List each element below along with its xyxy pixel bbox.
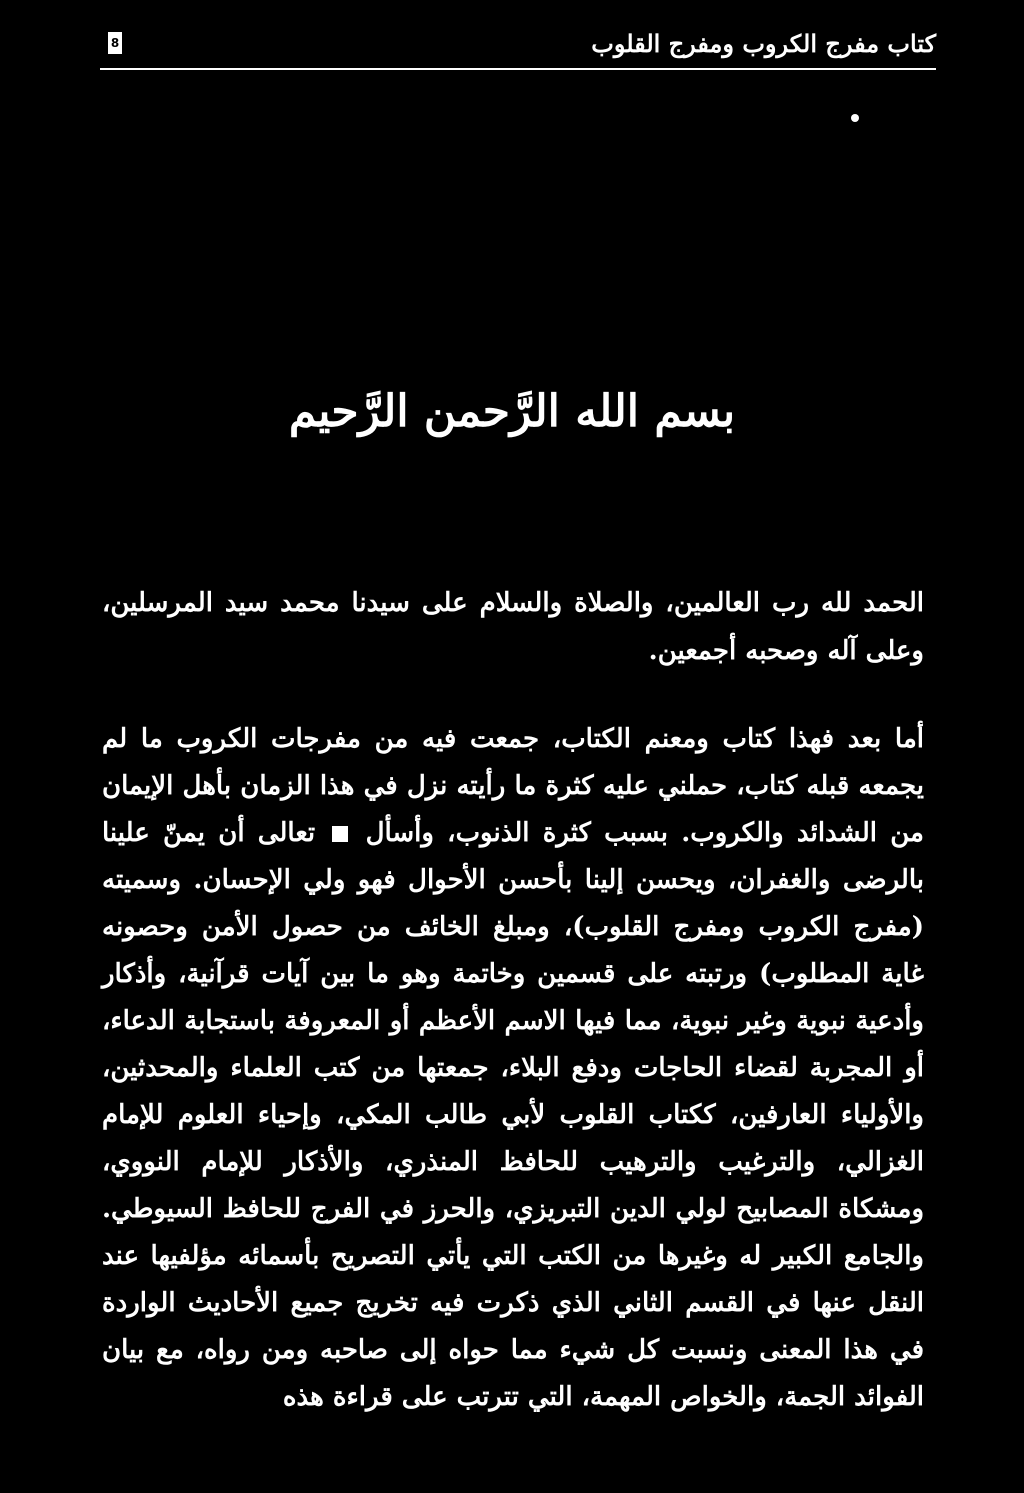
running-title: كتاب مفرج الكروب ومفرج القلوب — [591, 29, 936, 58]
opening-paragraph: الحمد لله رب العالمين، والصلاة والسلام على سيدنا محمد سيد المرسلين، وعلى آله وصحبه أجمعين. — [102, 588, 924, 666]
body-text-part-2: تعالى أن يمنّ علينا بالرضى والغفران، ويحسن إلينا بأحسن الأحوال فهو ولي الإحسان. وسميته (مفرج الكروب ومفرج القلوب)، ومبلغ الخائف من حصول الأمن وحصونه غاية المطلوب) ورتبته على قسمين وخاتمة وهو ما بين آيات قرآنية، وأذكار وأدعية نبوية وغير نبوية، مما فيها الاسم الأعظم أو المعروفة باستجابة الدعاء، أو المجربة لقضاء الحاجات ودفع البلاء، جمعتها من كتب العلماء والمحدثين، والأولياء العارفين، ككتاب القلوب لأبي طالب المكي، وإحياء العلوم للإمام الغزالي، والترغيب والترهيب للحافظ المنذري، والأذكار للإمام النووي، ومشكاة المصابيح لولي الدين التبريزي، والحرز في الفرج للحافظ السيوطي. والجامع الكبير له وغيرها من الكتب التي يأتي التصريح بأسمائه مؤلفيها عند النقل عنها في القسم الثاني الذي ذكرت فيه تخريج جميع الأحاديث الواردة في هذا المعنى ونسبت كل شيء مما حواه إلى صاحبه ومن رواه، مع بيان الفوائد الجمة، والخواص المهمة، التي تترتب على قراءة هذه — [102, 818, 924, 1412]
dot-mark — [851, 114, 859, 122]
page-number: 8 — [108, 32, 122, 54]
page-header — [100, 26, 936, 66]
body-text-part-1: أما بعد فهذا كتاب ومعنم الكتاب، جمعت فيه من مفرجات الكروب ما لم يجمعه قبله كتاب، حملني عليه كثرة ما رأيته نزل في هذا الزمان بأهل الإيمان من الشدائد والكروب. بسبب كثرة الذنوب، وأسأل — [102, 724, 924, 848]
square-mark — [332, 826, 348, 842]
basmala: بسم الله الرَّحمن الرَّحيم — [288, 386, 736, 437]
body-paragraph — [102, 716, 924, 1421]
header-rule — [100, 68, 936, 70]
